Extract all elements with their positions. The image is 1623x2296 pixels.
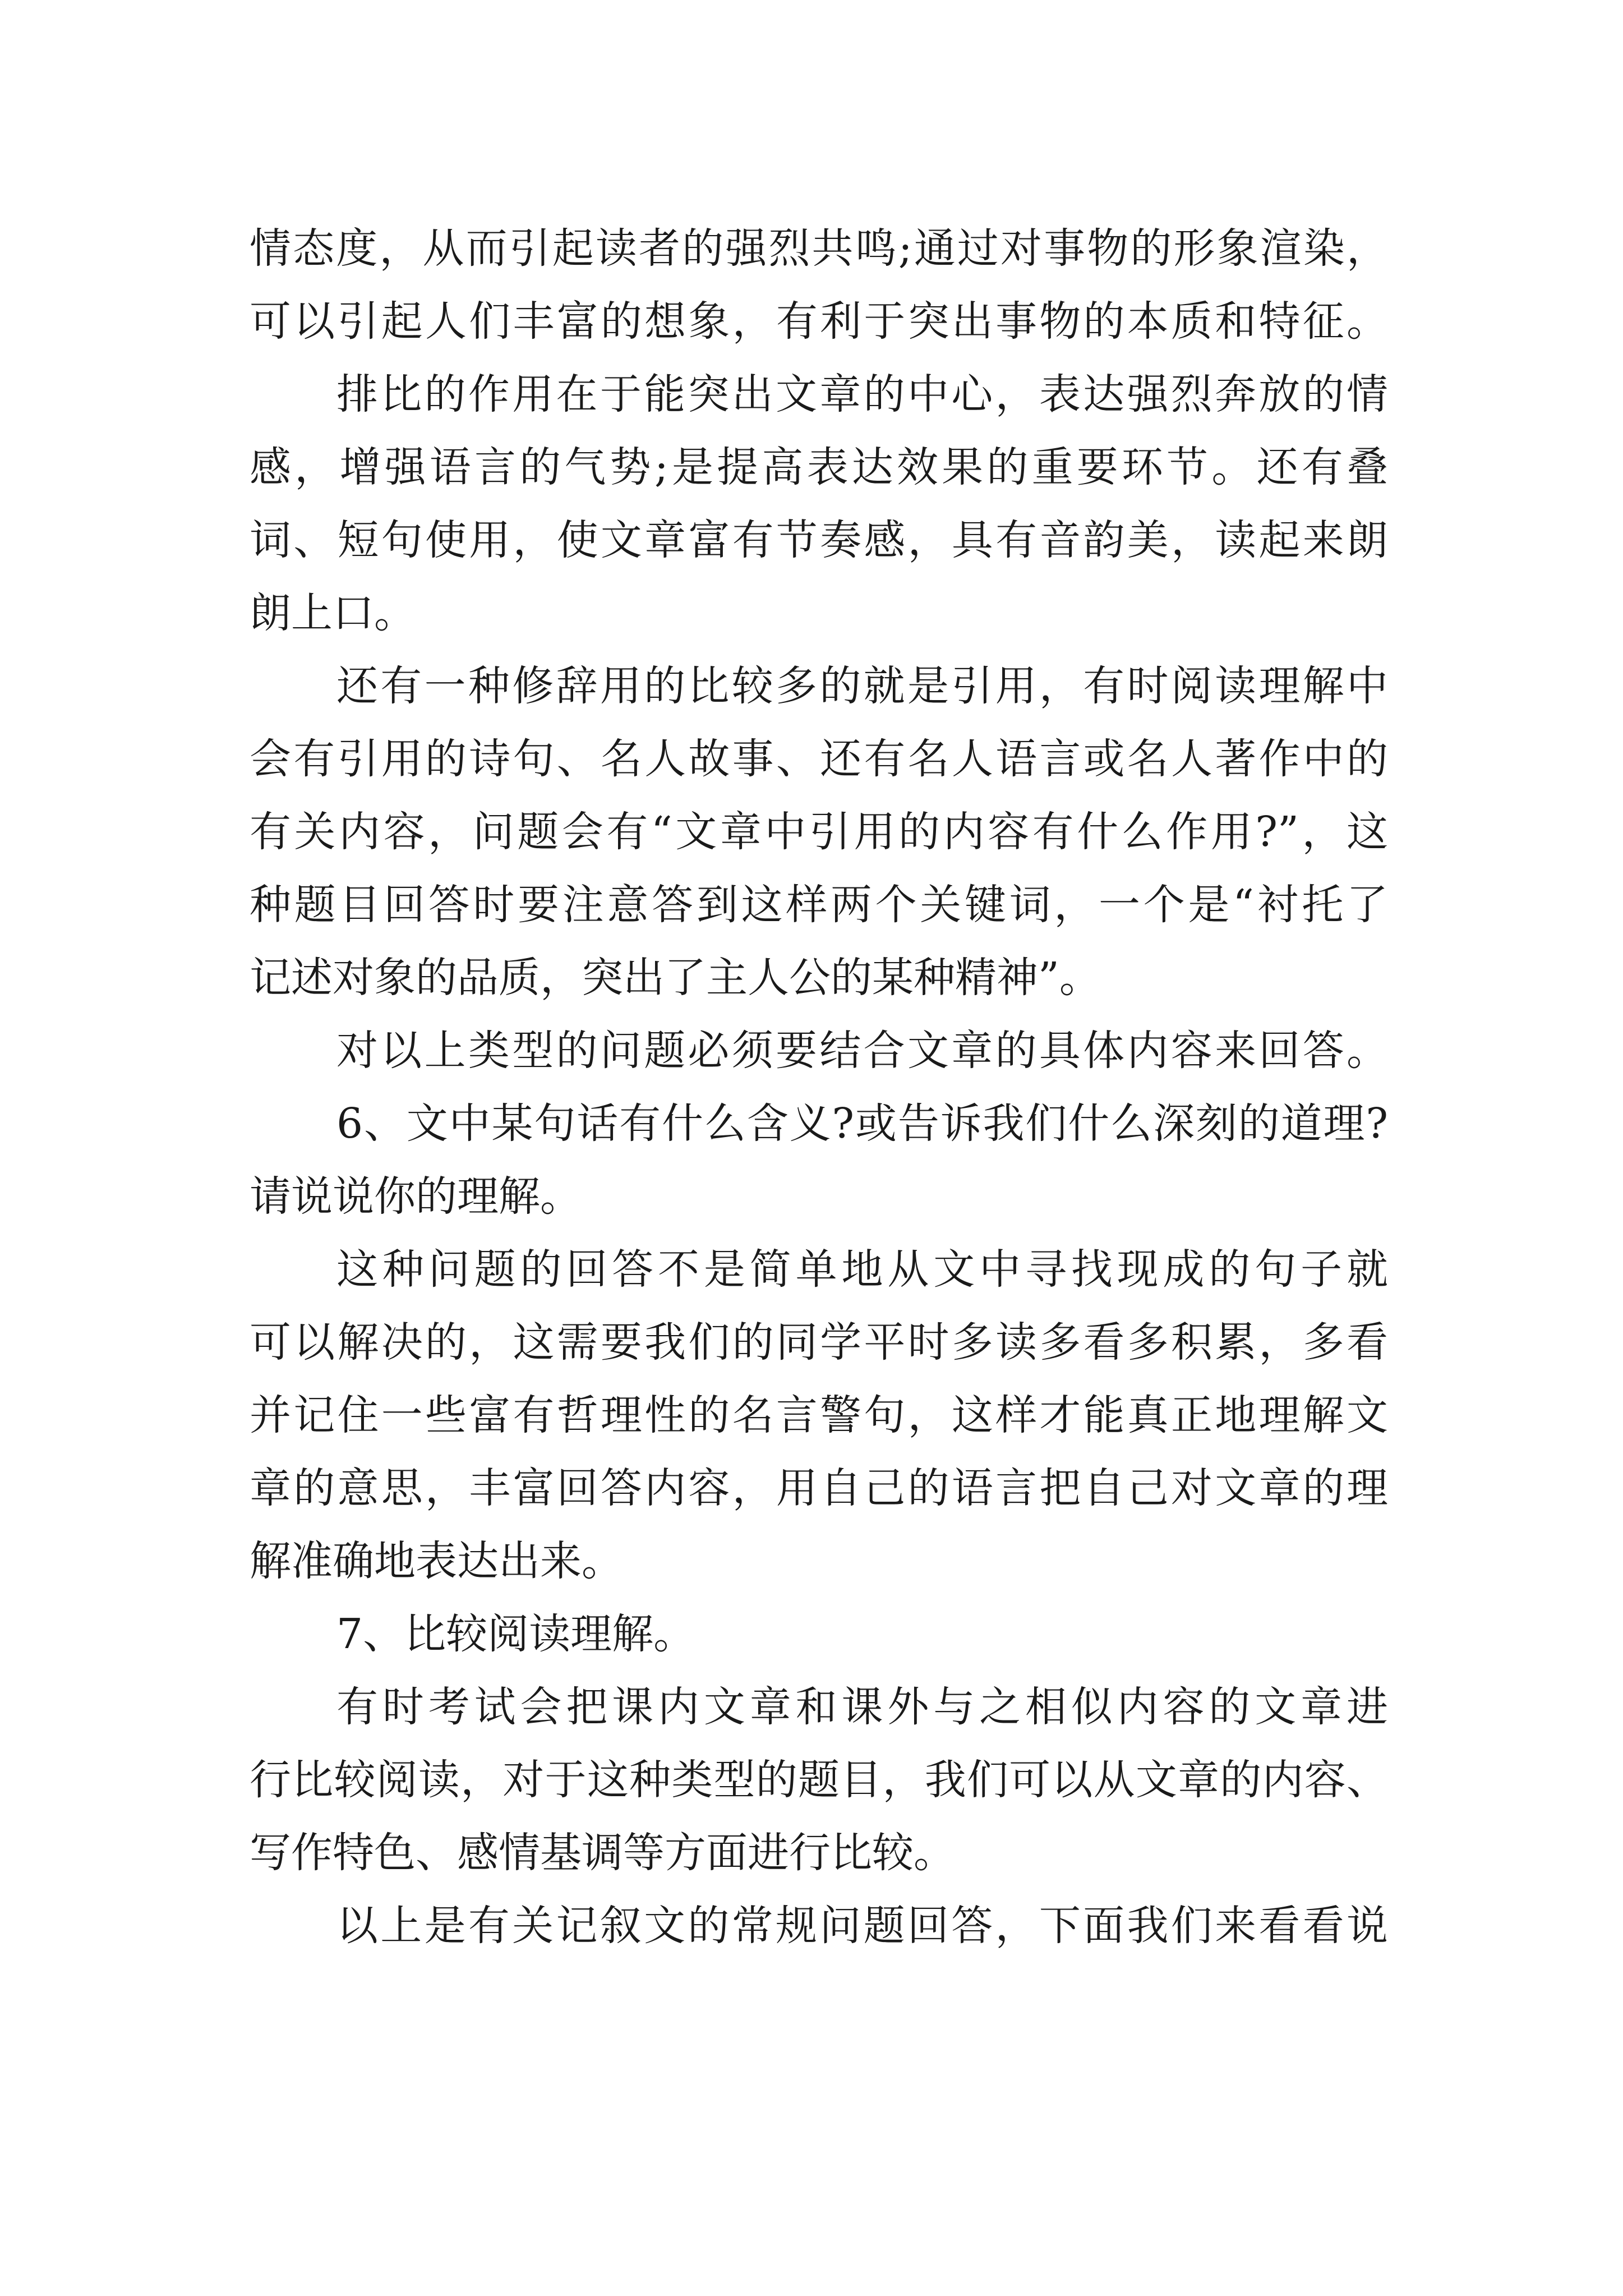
text-line: 记述对象的品质，突出了主人公的某种精神”。 (250, 954, 1101, 1002)
text-line: 朗上口。 (250, 589, 416, 637)
section-heading: 7、比较阅读理解。 (336, 1610, 695, 1658)
text-line: 感，增强语言的气势;是提高表达效果的重要环节。还有叠 (250, 443, 1388, 491)
text-line: 有关内容，问题会有“文章中引用的内容有什么作用?”，这 (250, 808, 1388, 856)
text-line: 请说说你的理解。 (250, 1172, 582, 1221)
text-line: 可以引起人们丰富的想象，有利于突出事物的本质和特征。 (250, 297, 1388, 346)
text-line: 行比较阅读，对于这种类型的题目，我们可以从文章的内容、 (250, 1756, 1388, 1804)
section-heading: 6、文中某句话有什么含义?或告诉我们什么深刻的道理? (336, 1099, 1388, 1148)
paragraph-first-line: 以上是有关记叙文的常规问题回答，下面我们来看看说 (336, 1902, 1388, 1950)
paragraph-first-line: 排比的作用在于能突出文章的中心，表达强烈奔放的情 (336, 370, 1388, 418)
text-line: 情态度，从而引起读者的强烈共鸣;通过对事物的形象渲染， (250, 224, 1388, 273)
paragraph-first-line: 有时考试会把课内文章和课外与之相似内容的文章进 (336, 1683, 1388, 1731)
text-line: 解准确地表达出来。 (250, 1537, 623, 1585)
text-line: 会有引用的诗句、名人故事、还有名人语言或名人著作中的 (250, 735, 1388, 783)
text-line: 种题目回答时要注意答到这样两个关键词，一个是“衬托了 (250, 881, 1388, 929)
paragraph-first-line: 还有一种修辞用的比较多的就是引用，有时阅读理解中 (336, 662, 1388, 710)
paragraph-first-line: 对以上类型的问题必须要结合文章的具体内容来回答。 (336, 1027, 1388, 1075)
text-line: 章的意思，丰富回答内容，用自己的语言把自己对文章的理 (250, 1464, 1388, 1512)
text-line: 可以解决的，这需要我们的同学平时多读多看多积累，多看 (250, 1318, 1388, 1366)
text-line: 词、短句使用，使文章富有节奏感，具有音韵美，读起来朗 (250, 516, 1388, 564)
text-line: 写作特色、感情基调等方面进行比较。 (250, 1829, 955, 1877)
paragraph-first-line: 这种问题的回答不是简单地从文中寻找现成的句子就 (336, 1245, 1388, 1294)
text-line: 并记住一些富有哲理性的名言警句，这样才能真正地理解文 (250, 1391, 1388, 1439)
